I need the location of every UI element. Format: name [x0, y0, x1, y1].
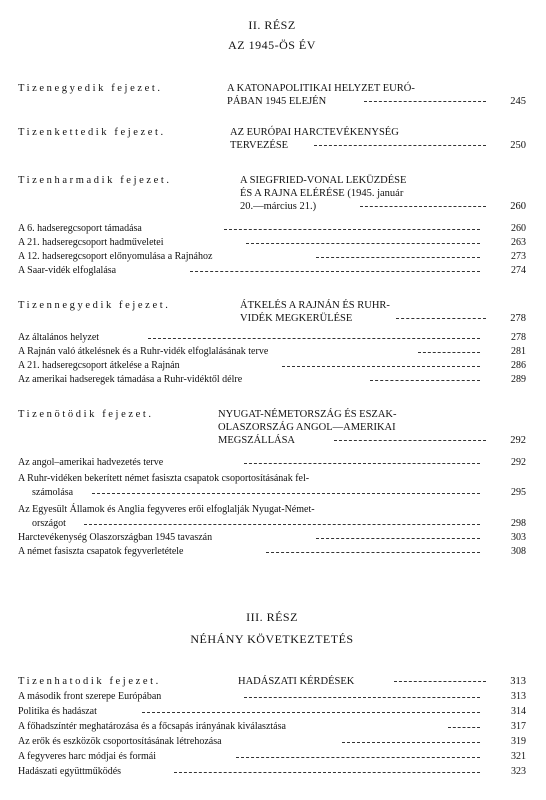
page-number: 292	[510, 435, 526, 446]
dot-leader	[224, 229, 480, 230]
part-title: AZ 1945-ÖS ÉV	[228, 38, 316, 52]
dot-leader	[448, 727, 480, 728]
section-entry: A második front szerepe Európában 313	[18, 691, 526, 702]
section-entry-continuation: számolása 295	[32, 487, 526, 498]
toc-page	[18, 0, 526, 800]
section-entry: A főhadszíntér meghatározása és a főcsapás irányának kiválasztása 317	[18, 721, 526, 732]
dot-leader	[84, 524, 480, 525]
dot-leader	[316, 257, 480, 258]
section-entry: A 21. hadseregcsoport hadműveletei 263	[18, 237, 526, 248]
dot-leader	[396, 318, 486, 319]
chapter-title-line: PÁBAN 1945 ELEJÉN	[227, 96, 327, 107]
dot-leader	[244, 697, 480, 698]
chapter-label: Tizenharmadik fejezet.	[18, 175, 172, 186]
chapter-14	[18, 299, 526, 325]
dot-leader	[334, 440, 486, 441]
section-entry: A Ruhr-vidéken bekerített német fasiszta csapatok csoportosításának fel-	[18, 473, 310, 484]
chapter-15	[18, 408, 526, 447]
chapter-title-line: MEGSZÁLLÁSA	[218, 435, 296, 446]
dot-leader	[148, 338, 480, 339]
section-entry: Hadászati együttműködés 323	[18, 766, 526, 777]
section-entry: A Rajnán való átkelésnek és a Ruhr-vidék elfoglalásának terve 281	[18, 346, 526, 357]
section-entry: Az amerikai hadseregek támadása a Ruhr-vidéktől délre 289	[18, 374, 526, 385]
chapter-13	[18, 174, 526, 213]
chapter-title-line: A KATONAPOLITIKAI HELYZET EURÓ-	[227, 83, 415, 94]
chapter-title-line: 20.—március 21.)	[240, 201, 317, 212]
section-entry: A 21. hadseregcsoport átkelése a Rajnán 286	[18, 360, 526, 371]
dot-leader	[236, 757, 480, 758]
dot-leader	[246, 243, 480, 244]
section-entry: Politika és hadászat 314	[18, 706, 526, 717]
page-number: 260	[510, 201, 526, 212]
chapter-label: Tizenötödik fejezet.	[18, 409, 154, 420]
chapter-16	[18, 675, 526, 688]
chapter-title-line: HADÁSZATI KÉRDÉSEK	[238, 676, 355, 687]
dot-leader	[342, 742, 480, 743]
dot-leader	[394, 681, 486, 682]
section-entry: Az Egyesült Államok és Anglia fegyveres erői elfoglalják Nyugat-Német-	[18, 504, 315, 515]
chapter-title-line: ÉS A RAJNA ELÉRÉSE (1945. január	[240, 188, 404, 199]
dot-leader	[282, 366, 480, 367]
section-entry: Az erők és eszközök csoportosításának létrehozása 319	[18, 736, 526, 747]
page-number: 245	[510, 96, 526, 107]
section-entry: A Saar-vidék elfoglalása 274	[18, 265, 526, 276]
chapter-title-line: VIDÉK MEGKERÜLÉSE	[240, 313, 353, 324]
part-number: II. RÉSZ	[248, 18, 296, 32]
chapter-11	[18, 82, 526, 108]
dot-leader	[364, 101, 486, 102]
chapter-label: Tizenkettedik fejezet.	[18, 127, 166, 138]
dot-leader	[190, 271, 480, 272]
section-entry: A 6. hadseregcsoport támadása 260	[18, 223, 526, 234]
part-number: III. RÉSZ	[246, 610, 298, 624]
dot-leader	[142, 712, 480, 713]
chapter-title-line: A SIEGFRIED-VONAL LEKÜZDÉSE	[240, 175, 407, 186]
chapter-12	[18, 126, 526, 152]
dot-leader	[244, 463, 480, 464]
section-entry: Harctevékenység Olaszországban 1945 tavaszán 303	[18, 532, 526, 543]
page-number: 278	[510, 313, 526, 324]
dot-leader	[314, 145, 486, 146]
dot-leader	[370, 380, 480, 381]
section-entry: Az általános helyzet 278	[18, 332, 526, 343]
dot-leader	[174, 772, 480, 773]
page-number: 313	[510, 676, 526, 687]
dot-leader	[316, 538, 480, 539]
chapter-label: Tizenhatodik fejezet.	[18, 676, 161, 687]
section-entry-continuation: országot 298	[32, 518, 526, 529]
chapter-title-line: OLASZORSZÁG ANGOL—AMERIKAI	[218, 422, 396, 433]
chapter-label: Tizenegyedik fejezet.	[18, 83, 163, 94]
chapter-title-line: AZ EURÓPAI HARCTEVÉKENYSÉG	[230, 127, 399, 138]
section-entry: A fegyveres harc módjai és formái 321	[18, 751, 526, 762]
dot-leader	[92, 493, 480, 494]
chapter-label: Tizennegyedik fejezet.	[18, 300, 171, 311]
chapter-title-line: NYUGAT-NÉMETORSZÁG ÉS ESZAK-	[218, 409, 397, 420]
chapter-title-line: ÁTKELÉS A RAJNÁN ÉS RUHR-	[240, 300, 390, 311]
dot-leader	[266, 552, 480, 553]
page-number: 250	[510, 140, 526, 151]
dot-leader	[418, 352, 480, 353]
part-title: NÉHÁNY KÖVETKEZTETÉS	[190, 632, 354, 646]
dot-leader	[360, 206, 486, 207]
section-entry: A német fasiszta csapatok fegyverletétele 308	[18, 546, 526, 557]
section-entry: A 12. hadseregcsoport előnyomulása a Rajnához 273	[18, 251, 526, 262]
section-entry: Az angol–amerikai hadvezetés terve 292	[18, 457, 526, 468]
chapter-title-line: TERVEZÉSE	[230, 140, 289, 151]
